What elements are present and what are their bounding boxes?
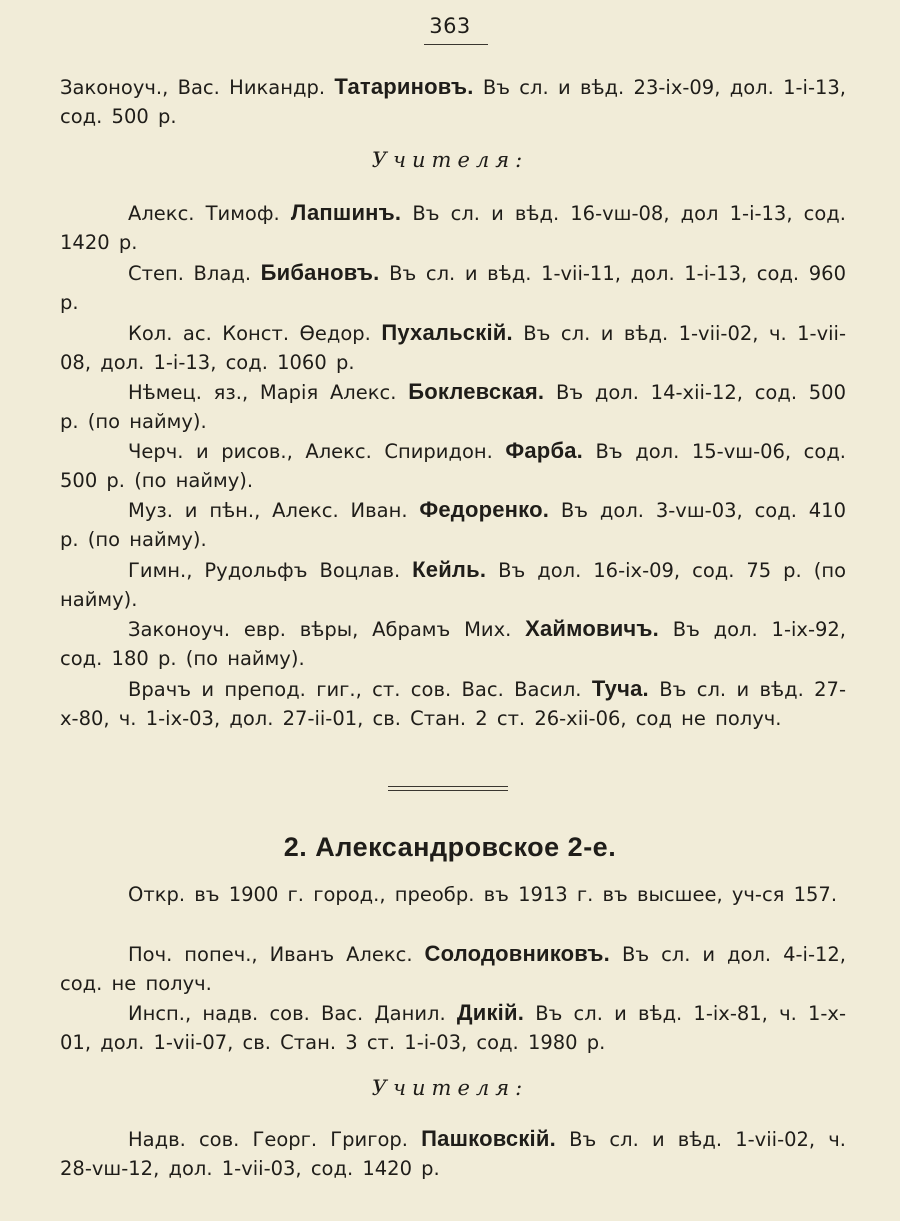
entry-surname: Бибановъ. bbox=[260, 260, 380, 285]
teacher-entry bbox=[60, 555, 846, 614]
teacher-entry bbox=[60, 436, 846, 495]
entry-surname: Кейль. bbox=[412, 557, 487, 582]
entry-lead: Поч. попеч., Иванъ Алекс. bbox=[128, 943, 425, 966]
section2-teachers-heading: Учителя: bbox=[371, 1076, 529, 1100]
entry-surname: Туча. bbox=[591, 676, 649, 701]
entry-surname: Пашковскій. bbox=[421, 1126, 556, 1151]
page-number-rule bbox=[424, 44, 488, 45]
inspector-entry bbox=[60, 998, 846, 1057]
teacher-entry bbox=[60, 614, 846, 673]
entry-surname: Татариновъ. bbox=[334, 74, 474, 99]
entry-details: Въ сл. и вѣд. 1-vii-02, ч. 28-vш-12, дол. 1-vii-03, сод. 1420 р. bbox=[60, 1128, 847, 1180]
teacher-entry bbox=[60, 198, 846, 257]
entry-lead: Гимн., Рудольфъ Воцлав. bbox=[128, 559, 413, 582]
section-divider bbox=[388, 786, 508, 791]
teacher-entry bbox=[60, 495, 846, 554]
entry-surname: Фарба. bbox=[505, 438, 583, 463]
entry-surname: Федоренко. bbox=[419, 497, 550, 522]
teacher-entry bbox=[60, 674, 846, 733]
entry-lead: Степ. Влад. bbox=[128, 262, 261, 285]
entry-details: Въ сл. и вѣд. 1-ix-81, ч. 1-x-01, дол. 1-vii-07, св. Стан. 3 ст. 1-i-03, сод. 1980 р. bbox=[60, 1002, 846, 1054]
section-intro: Откр. въ 1900 г. город., преобр. въ 1913 г. въ высшее, уч-ся 157. bbox=[128, 883, 838, 906]
entry-lead: Черч. и рисов., Алекс. Спиридон. bbox=[128, 440, 506, 463]
entry-surname: Дикій. bbox=[456, 1000, 525, 1025]
entry-details: Въ дол. 1-ix-92, сод. 180 р. (по найму). bbox=[60, 618, 846, 670]
entry-lead: Врачъ и препод. гиг., ст. сов. Вас. Васил. bbox=[128, 678, 592, 701]
page-number: 363 bbox=[429, 14, 471, 38]
trustee-entry bbox=[60, 939, 846, 998]
entry-lead: Надв. сов. Георг. Григор. bbox=[128, 1128, 422, 1151]
entry-details: Въ дол. 14-xii-12, сод. 500 р. (по найму). bbox=[60, 381, 846, 433]
entry-surname: Боклевская. bbox=[408, 379, 545, 404]
entry-lead: Нѣмец. яз., Марія Алекс. bbox=[128, 381, 409, 404]
entry-surname: Лапшинъ. bbox=[290, 200, 402, 225]
entry-surname: Солодовниковъ. bbox=[424, 941, 610, 966]
entry-details: Въ сл. и вѣд. 1-vii-02, ч. 1-vii-08, дол. 1-i-13, сод. 1060 р. bbox=[60, 322, 846, 374]
entry-details: Въ сл. и вѣд. 16-vш-08, дол 1-i-13, сод. 1420 р. bbox=[60, 202, 846, 254]
entry-details: Въ дол. 3-vш-03, сод. 410 р. (по найму). bbox=[60, 499, 846, 551]
entry-law-teacher bbox=[60, 72, 846, 131]
entry-lead: Законоуч., Вас. Никандр. bbox=[60, 76, 335, 99]
entry-details: Въ сл. и вѣд. 1-vii-11, дол. 1-i-13, сод. 960 р. bbox=[60, 262, 846, 314]
entry-details: Въ дол. 16-ix-09, сод. 75 р. (по найму). bbox=[60, 559, 847, 611]
entry-details: Въ сл. и вѣд. 23-ix-09, дол. 1-i-13, сод. 500 р. bbox=[60, 76, 847, 128]
entry-surname: Хаймовичъ. bbox=[525, 616, 659, 641]
teacher-entry bbox=[60, 1124, 846, 1183]
entry-lead: Кол. ас. Конст. Ѳедор. bbox=[128, 322, 382, 345]
teacher-entry bbox=[60, 318, 846, 377]
section-title: 2. Александровское 2-е. bbox=[283, 832, 617, 862]
entry-details: Въ дол. 15-vш-06, сод. 500 р. (по найму). bbox=[60, 440, 846, 492]
teachers-heading: Учителя: bbox=[371, 148, 529, 172]
entry-surname: Пухальскій. bbox=[381, 320, 513, 345]
entry-lead: Алекс. Тимоф. bbox=[128, 202, 291, 225]
entry-lead: Муз. и пѣн., Алекс. Иван. bbox=[128, 499, 420, 522]
entry-details: Въ сл. и вѣд. 27-x-80, ч. 1-ix-03, дол. 27-ii-01, св. Стан. 2 ст. 26-xii-06, сод не получ. bbox=[60, 678, 846, 730]
entry-details: Въ сл. и дол. 4-i-12, сод. не получ. bbox=[60, 943, 846, 995]
teacher-entry bbox=[60, 258, 846, 317]
entry-lead: Инсп., надв. сов. Вас. Данил. bbox=[128, 1002, 457, 1025]
teacher-entry bbox=[60, 377, 846, 436]
entry-lead: Законоуч. евр. вѣры, Абрамъ Мих. bbox=[128, 618, 526, 641]
